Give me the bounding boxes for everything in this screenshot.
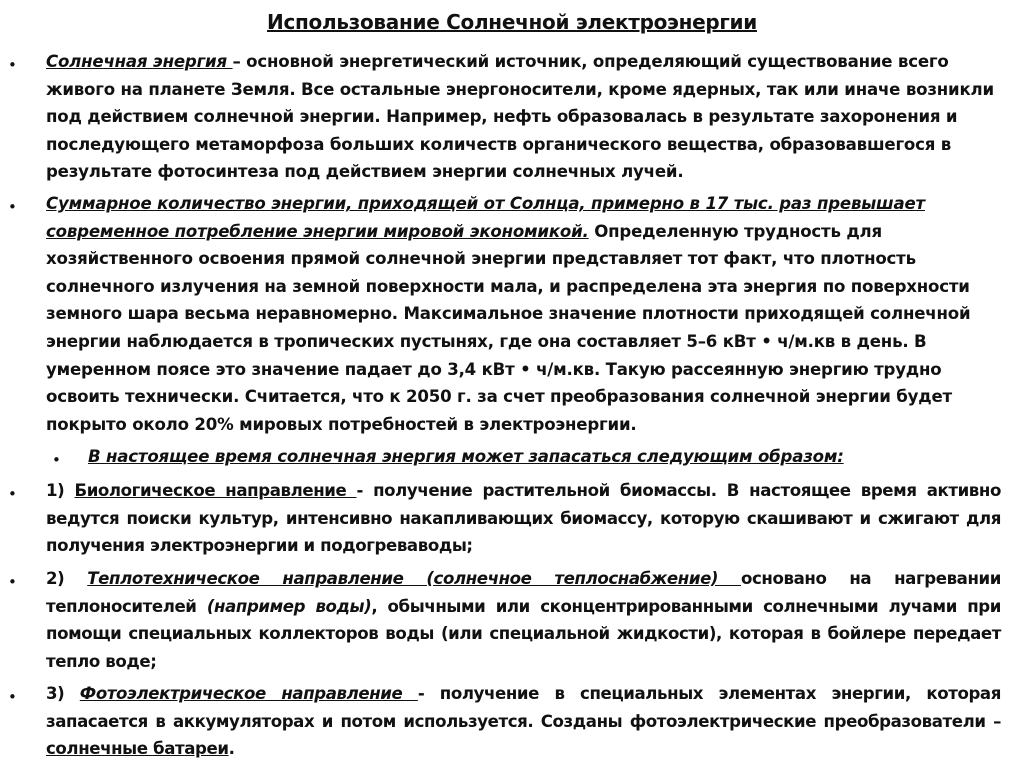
page-title: Использование Солнечной электроэнергии — [267, 10, 757, 34]
paragraph-5-paren: (например воды) — [206, 596, 372, 616]
storage-intro-text: В настоящее время солнечная энергия может запасаться следующим образом: — [88, 447, 844, 466]
paragraph-5-text-b: , обычными или сконцентрированными солнечными лучами при помощи специальных коллекторов воды (или специальной жидкости), которая в бойлере передает тепло воде; — [46, 596, 1001, 671]
paragraph-6-end: . — [228, 739, 235, 759]
term-biological: Биологическое направление — [74, 481, 357, 500]
paragraph-1-text: – основной энергетический источник, определяющий существование всего живого на планете Земля. Все остальные энергоносители, кроме ядерных, так или иначе возникли под действием солнечной энергии. Например, нефть образовалась в результате захоронения и последующего метаморфоза больших количеств органического вещества, образовавшегося в результате фотосинтеза под действием энергии солнечных лучей. — [46, 52, 994, 182]
bullet-4: • — [8, 485, 17, 503]
item-number-1: 1) — [46, 481, 75, 500]
term-thermal: Теплотехническое направление (солнечное теплоснабжение) — [87, 569, 741, 588]
bullet-3: • — [52, 451, 61, 469]
bullet-2: • — [8, 198, 17, 216]
bullet-6: • — [8, 688, 17, 706]
paragraph-4-text: - получение растительной биомассы. В настоящее время активно ведутся поиски культур, интенсивно накапливающих биомассу, которую скашивают и сжигают для получения электроэнергии и подогреваводы; — [46, 481, 1001, 556]
paragraph-5-text-a: основано на нагревании теплоносителей — [46, 569, 1001, 616]
term-solar-energy: Солнечная энергия — [46, 52, 233, 71]
bullet-5: • — [8, 573, 17, 591]
term-photoelectric: Фотоэлектрическое направление — [79, 684, 418, 703]
emphasis-total-energy: Суммарное количество энергии, приходящей от Солнца, примерно в 17 тыс. раз превышает современное потребление энергии мировой экономикой. — [46, 194, 925, 241]
paragraph-biological — [46, 477, 1001, 560]
paragraph-2-text: Определенную трудность для хозяйственного освоения прямой солнечной энергии представляет тот факт, что плотность солнечного излучения на земной поверхности мала, и распределена эта энергия по поверхности земного шара весьма неравномерно. Максимальное значение плотности приходящей солнечной энергии наблюдается в тропических пустынях, где она составляет 5–6 кВт • ч/м.кв в день. В умеренном поясе это значение падает до 3,4 кВт • ч/м.кв. Такую рассеянную энергию трудно освоить технически. Считается, что к 2050 г. за счет преобразования солнечной энергии будет покрыто около 20% мировых потребностей в электроэнергии. — [46, 221, 971, 434]
item-number-3: 3) — [46, 684, 80, 703]
paragraph-solar-energy — [46, 48, 1001, 186]
paragraph-thermal — [46, 565, 1001, 675]
paragraph-6-text: - получение в специальных элементах энергии, которая запасается в аккумуляторах и потом используется. Созданы фотоэлектрические преобразователи – — [46, 684, 1001, 731]
term-solar-batteries: солнечные батареи — [46, 739, 229, 759]
paragraph-photoelectric — [46, 680, 1001, 763]
paragraph-storage-intro — [88, 443, 988, 471]
paragraph-total-energy — [46, 190, 1001, 438]
item-number-2: 2) — [46, 569, 88, 588]
bullet-1: • — [8, 56, 17, 74]
